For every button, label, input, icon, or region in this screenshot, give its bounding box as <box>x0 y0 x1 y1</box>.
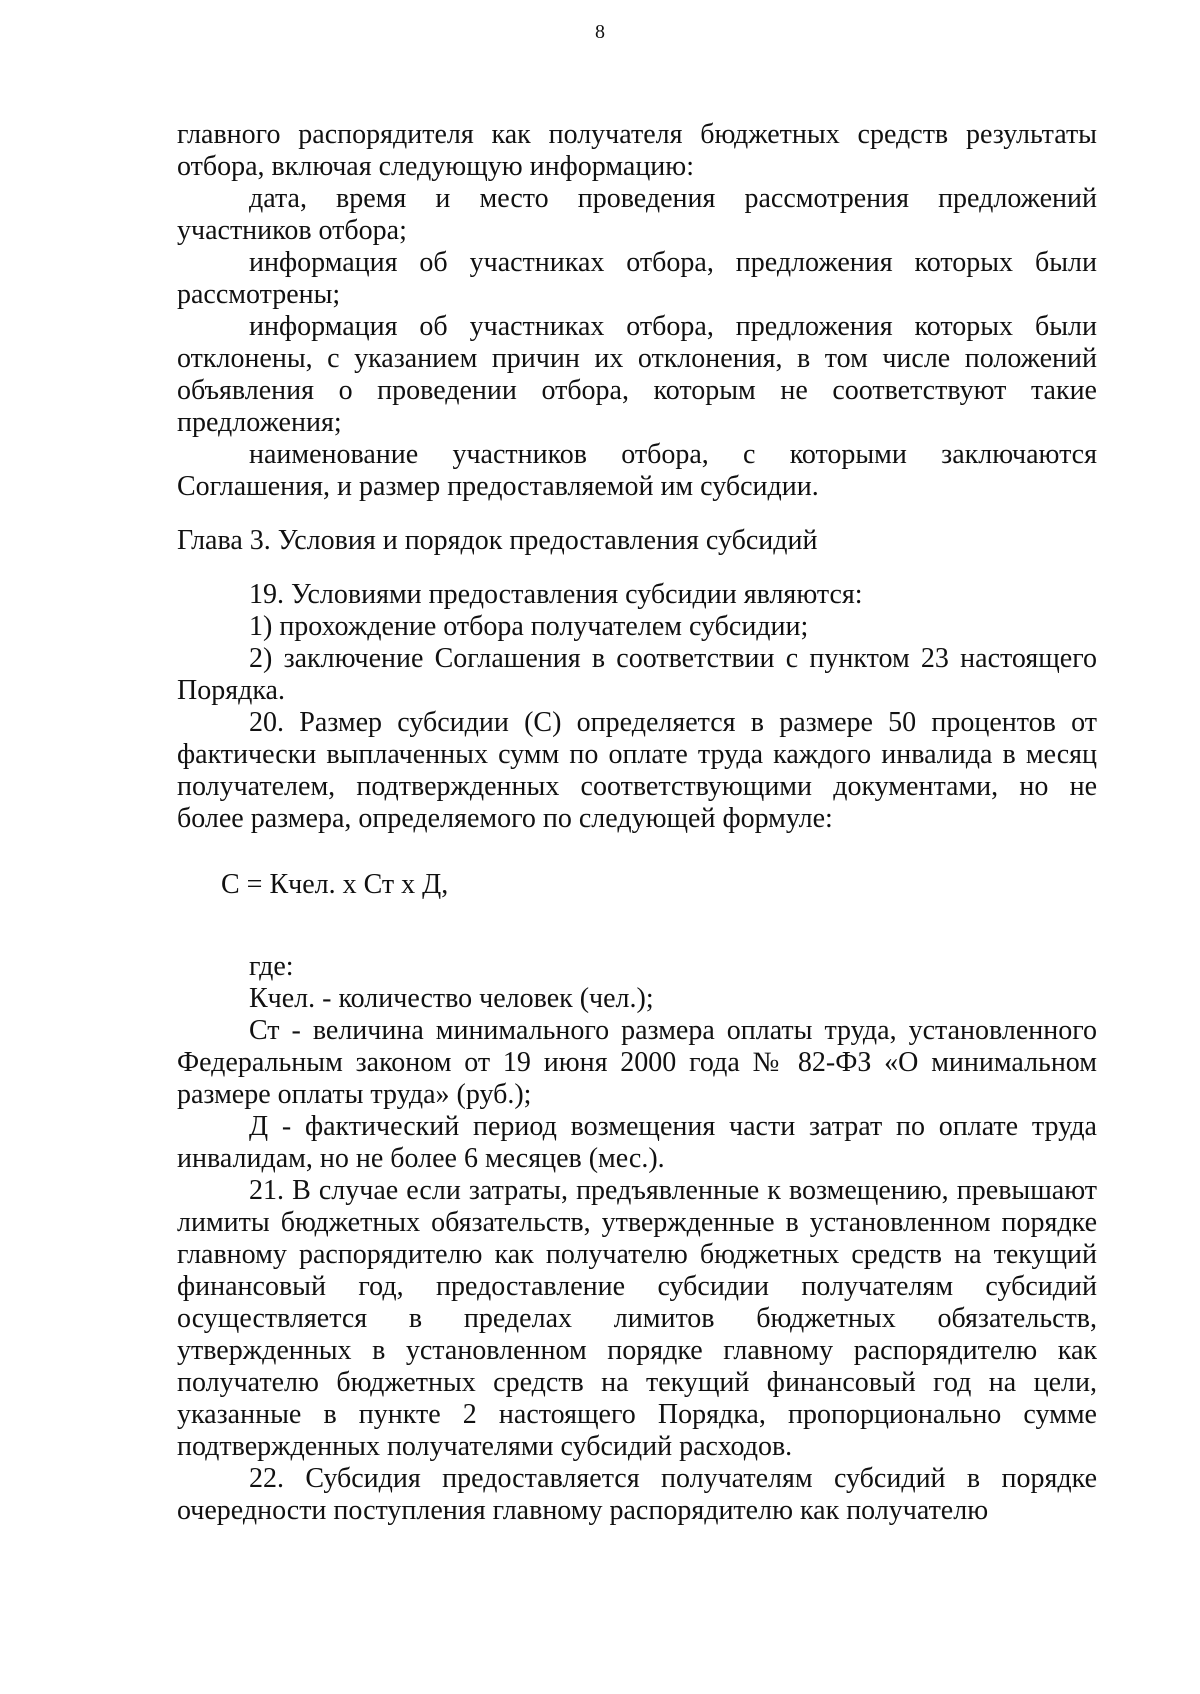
formula-def-st: Ст - величина минимального размера оплаты труда, установленного Федеральным законом от 19 июня 2000 года № 82-ФЗ «О минимальном размере оплаты труда» (руб.); <box>177 1015 1097 1110</box>
intro-item-rejected-participants: информация об участниках отбора, предложения которых были отклонены, с указанием причин их отклонения, в том числе положений объявления о проведении отбора, которым не соответствуют такие предложения; <box>177 311 1097 438</box>
section-19-title: 19. Условиями предоставления субсидии являются: <box>249 579 863 610</box>
subsidy-formula: С = Кчел. х Ст х Д, <box>221 869 449 900</box>
section-19-item-1: 1) прохождение отбора получателем субсидии; <box>249 611 809 642</box>
intro-item-agreement-participants: наименование участников отбора, с которыми заключаются Соглашения, и размер предоставляемой им субсидии. <box>177 439 1097 502</box>
intro-paragraph: главного распорядителя как получателя бюджетных средств результаты отбора, включая следующую информацию: <box>177 119 1097 182</box>
section-21-text: 21. В случае если затраты, предъявленные к возмещению, превышают лимиты бюджетных обязательств, утвержденные в установленном порядке главному распорядителю как получателю бюджетных средств на текущий финансовый год, предоставление субсидии получателям субсидий осуществляется в пределах лимитов бюджетных обязательств, утвержденных в установленном порядке главному распорядителю как получателю бюджетных средств на текущий финансовый год на цели, указанные в пункте 2 настоящего Порядка, пропорционально сумме подтвержденных получателями субсидий расходов. <box>177 1175 1097 1462</box>
formula-where-label: где: <box>249 951 294 982</box>
document-body <box>177 119 1097 1527</box>
section-19-item-2: 2) заключение Соглашения в соответствии с пунктом 23 настоящего Порядка. <box>177 643 1097 706</box>
section-20-text: 20. Размер субсидии (С) определяется в размере 50 процентов от фактически выплаченных сумм по оплате труда каждого инвалида в месяц получателем, подтвержденных соответствующими документами, но не более размера, определяемого по следующей формуле: <box>177 707 1097 834</box>
intro-item-date-time-place: дата, время и место проведения рассмотрения предложений участников отбора; <box>177 183 1097 246</box>
intro-item-reviewed-participants: информация об участниках отбора, предложения которых были рассмотрены; <box>177 247 1097 310</box>
formula-def-d: Д - фактический период возмещения части затрат по оплате труда инвалидам, но не более 6 месяцев (мес.). <box>177 1111 1097 1174</box>
chapter-heading: Глава 3. Условия и порядок предоставления субсидий <box>177 525 818 556</box>
page-number: 8 <box>595 21 605 43</box>
section-22-text: 22. Субсидия предоставляется получателям субсидий в порядке очередности поступления главному распорядителю как получателю <box>177 1463 1097 1526</box>
formula-def-kchel: Кчел. - количество человек (чел.); <box>249 983 654 1014</box>
